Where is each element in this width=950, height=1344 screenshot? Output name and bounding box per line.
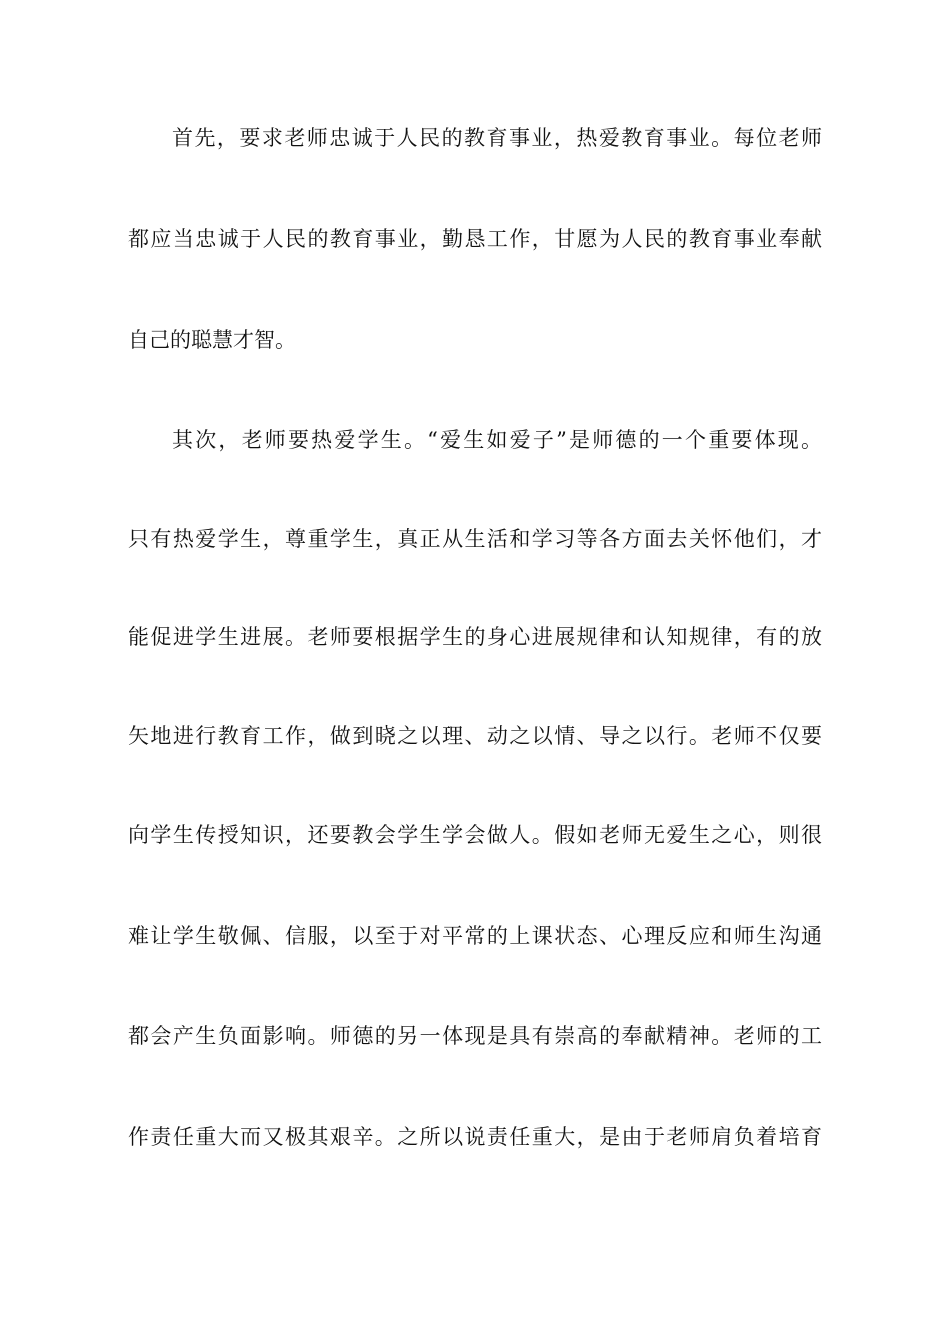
paragraph-2-line-6: 难让学生敬佩、信服，以至于对平常的上课状态、心理反应和师生沟通 bbox=[128, 924, 822, 948]
paragraph-2-line-3: 能促进学生进展。老师要根据学生的身心进展规律和认知规律，有的放 bbox=[128, 625, 822, 649]
paragraph-1-line-3: 自己的聪慧才智。 bbox=[128, 328, 296, 352]
paragraph-2-line-5: 向学生传授知识，还要教会学生学会做人。假如老师无爱生之心，则很 bbox=[128, 823, 822, 847]
paragraph-1-line-1: 首先，要求老师忠诚于人民的教育事业，热爱教育事业。每位老师 bbox=[172, 126, 822, 150]
paragraph-2-line-2: 只有热爱学生，尊重学生，真正从生活和学习等各方面去关怀他们，才 bbox=[128, 527, 822, 551]
paragraph-2-line-4: 矢地进行教育工作，做到晓之以理、动之以情、导之以行。老师不仅要 bbox=[128, 724, 822, 748]
paragraph-2-line-1: 其次，老师要热爱学生。“爱生如爱子”是师德的一个重要体现。 bbox=[172, 428, 822, 452]
paragraph-2-line-8: 作责任重大而又极其艰辛。之所以说责任重大，是由于老师肩负着培育 bbox=[128, 1125, 822, 1149]
paragraph-1-line-2: 都应当忠诚于人民的教育事业，勤恳工作，甘愿为人民的教育事业奉献 bbox=[128, 227, 822, 251]
paragraph-2-line-7: 都会产生负面影响。师德的另一体现是具有崇高的奉献精神。老师的工 bbox=[128, 1024, 822, 1048]
